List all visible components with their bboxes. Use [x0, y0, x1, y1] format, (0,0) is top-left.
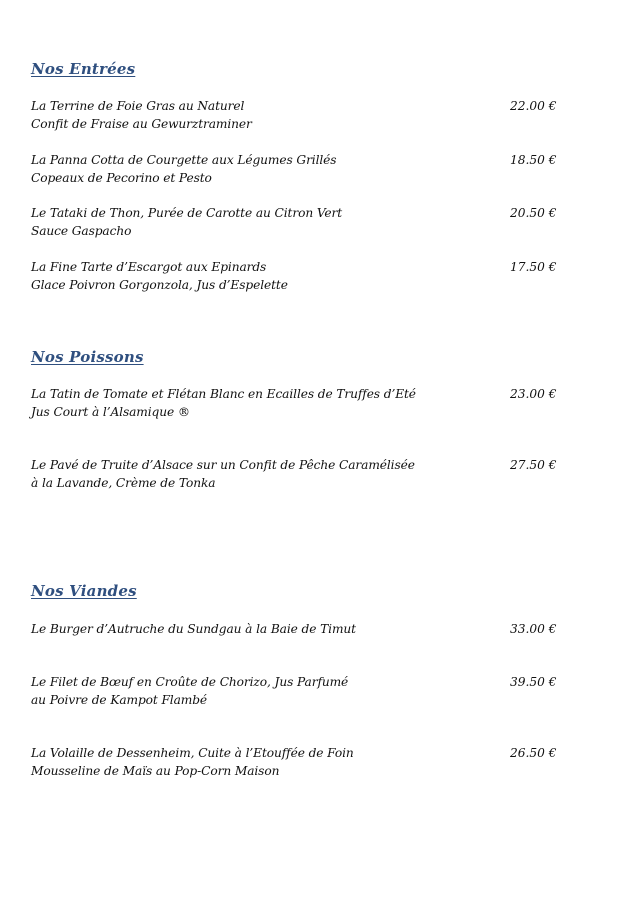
- section-title-viandes: Nos Viandes: [31, 582, 137, 600]
- menu-item-price: 33.00 €: [510, 622, 557, 636]
- menu-item-line: Le Filet de Bœuf en Croûte de Chorizo, Jus Parfumé: [31, 675, 349, 689]
- menu-item-description: [31, 673, 501, 709]
- menu-item-price: 26.50 €: [510, 746, 557, 760]
- section-title-poissons: Nos Poissons: [31, 348, 144, 366]
- menu-item-description: [31, 456, 501, 492]
- section-title-entrees: Nos Entrées: [31, 60, 136, 78]
- menu-item-line: Confit de Fraise au Gewurztraminer: [31, 117, 252, 131]
- menu-item-line: La Tatin de Tomate et Flétan Blanc en Ecailles de Truffes d’Eté: [31, 387, 416, 401]
- menu-item-description: [31, 258, 501, 294]
- menu-item-price: 23.00 €: [510, 387, 557, 401]
- menu-item-price: 20.50 €: [510, 206, 557, 220]
- menu-item-description: [31, 97, 501, 133]
- menu-item-line: Mousseline de Maïs au Pop-Corn Maison: [31, 764, 280, 778]
- menu-item-price: 18.50 €: [510, 153, 557, 167]
- menu-item-line: Jus Court à l’Alsamique ®: [31, 405, 190, 419]
- menu-item-line: Le Pavé de Truite d’Alsace sur un Confit de Pêche Caramélisée: [31, 458, 415, 472]
- menu-item-line: à la Lavande, Crème de Tonka: [31, 476, 216, 490]
- menu-item-line: Le Tataki de Thon, Purée de Carotte au Citron Vert: [31, 206, 343, 220]
- menu-item-line: La Terrine de Foie Gras au Naturel: [31, 99, 245, 113]
- menu-item-line: Glace Poivron Gorgonzola, Jus d’Espelette: [31, 278, 288, 292]
- menu-item-price: 22.00 €: [510, 99, 557, 113]
- menu-item-price: 27.50 €: [510, 458, 557, 472]
- menu-item-price: 17.50 €: [510, 260, 557, 274]
- menu-item-burger-autruche: [31, 620, 611, 638]
- menu-item-description: [31, 151, 501, 187]
- menu-item-volaille-dessenheim: [31, 744, 611, 780]
- menu-item-description: [31, 744, 501, 780]
- menu-item-description: [31, 385, 501, 421]
- menu-item-tataki-thon: [31, 204, 611, 240]
- menu-item-line: La Fine Tarte d’Escargot aux Epinards: [31, 260, 267, 274]
- menu-item-pave-truite: [31, 456, 611, 492]
- menu-item-panna-cotta: [31, 151, 611, 187]
- menu-item-line: Sauce Gaspacho: [31, 224, 132, 238]
- menu-item-filet-boeuf: [31, 673, 611, 709]
- menu-item-description: [31, 620, 501, 638]
- menu-item-price: 39.50 €: [510, 675, 557, 689]
- menu-item-line: La Panna Cotta de Courgette aux Légumes Grillés: [31, 153, 337, 167]
- menu-item-line: Le Burger d’Autruche du Sundgau à la Baie de Timut: [31, 622, 356, 636]
- menu-item-terrine-foie-gras: [31, 97, 611, 133]
- menu-item-line: Copeaux de Pecorino et Pesto: [31, 171, 212, 185]
- menu-item-line: au Poivre de Kampot Flambé: [31, 693, 208, 707]
- menu-item-description: [31, 204, 501, 240]
- menu-item-line: La Volaille de Dessenheim, Cuite à l’Etouffée de Foin: [31, 746, 354, 760]
- menu-item-tatin-tomate-fletan: [31, 385, 611, 421]
- menu-item-tarte-escargot: [31, 258, 611, 294]
